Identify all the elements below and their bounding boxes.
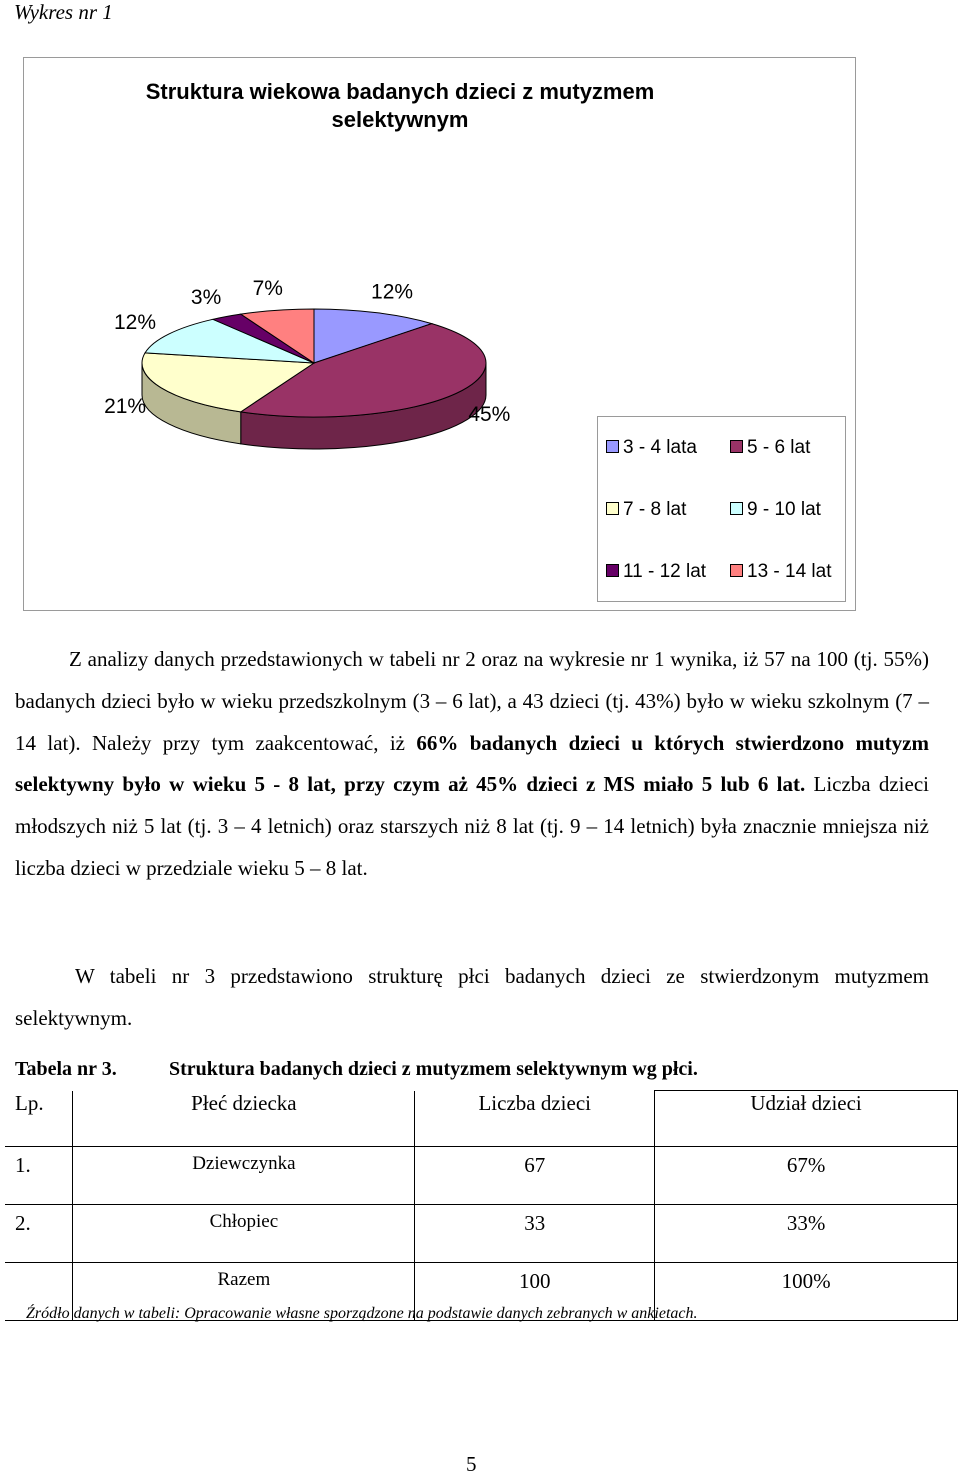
cell-lp: 2. [5, 1205, 73, 1263]
pie-label-7-8lat: 21% [104, 394, 147, 418]
table-source-note: Źródło danych w tabeli: Opracowanie własne sporządzone na podstawie danych zebranych w ankietach. [26, 1305, 698, 1322]
cell-share: 33% [655, 1205, 958, 1263]
header-count: Liczba dzieci [415, 1091, 655, 1147]
cell-count: 67 [415, 1147, 655, 1205]
table-header-row [5, 1091, 958, 1147]
legend-item-7-8: 7 - 8 lat [606, 499, 686, 521]
cell-count: 100 [415, 1263, 655, 1321]
chart-legend [597, 416, 846, 602]
table-row [5, 1147, 958, 1205]
cell-count: 33 [415, 1205, 655, 1263]
pie-label-13-14lat: 7% [252, 276, 283, 300]
table-label: Tabela nr 3. [15, 1058, 117, 1080]
legend-swatch [606, 440, 619, 453]
cell-total-label: Razem [73, 1263, 415, 1321]
figure-label: Wykres nr 1 [14, 0, 113, 24]
pie-label-5-6lat: 45% [468, 403, 511, 427]
table-title: Struktura badanych dzieci z mutyzmem selektywnym wg płci. [169, 1058, 698, 1080]
cell-gender: Chłopiec [73, 1205, 415, 1263]
legend-item-11-12: 11 - 12 lat [606, 561, 706, 583]
table-row [5, 1205, 958, 1263]
legend-item-5-6: 5 - 6 lat [730, 437, 810, 459]
legend-swatch [606, 502, 619, 515]
paragraph-table-intro: W tabeli nr 3 przedstawiono strukturę płci badanych dzieci ze stwierdzonym mutyzmem selektywnym. [15, 964, 929, 1030]
legend-swatch [730, 440, 743, 453]
chart-title-line-1: Struktura wiekowa badanych dzieci z mutyzmem [145, 79, 655, 104]
cell-lp: 1. [5, 1147, 73, 1205]
gender-table [5, 1090, 958, 1321]
legend-swatch [730, 502, 743, 515]
paragraph-bold-emphasis: 66% badanych dzieci u których stwierdzono mutyzm selektywny było w wieku 5 - 8 lat, przy czym aż 45% dzieci z MS miało 5 lub 6 lat. [15, 730, 929, 797]
header-share: Udział dzieci [655, 1091, 958, 1147]
pie-label-3-4lata: 12% [371, 280, 414, 304]
legend-swatch [730, 564, 743, 577]
paragraph-analysis: Z analizy danych przedstawionych w tabeli nr 2 oraz na wykresie nr 1 wynika, iż 57 na 100 (tj. 55%) badanych dzieci było w wieku przedszkolnym (3 – 6 lat), a 43 dzieci (tj. 43%) było w wieku szkolnym (7 – 14 lat). Należy przy tym zaakcentować, iż 66% badanych dzieci u których stwierdzono mutyzm selektywny było w wieku 5 - 8 lat, przy czym aż 45% dzieci z MS miało 5 lub 6 lat. Liczba dzieci młodszych niż 5 lat (tj. 3 – 4 letnich) oraz starszych niż 8 lat (tj. 9 – 14 letnich) była znacznie mniejsza niż liczba dzieci w przedziale wieku 5 – 8 lat. [15, 647, 929, 880]
header-lp: Lp. [5, 1091, 73, 1147]
legend-item-3-4: 3 - 4 lata [606, 437, 697, 459]
table-caption [15, 1058, 698, 1081]
legend-item-9-10: 9 - 10 lat [730, 499, 821, 521]
cell-share: 100% [655, 1263, 958, 1321]
legend-item-13-14: 13 - 14 lat [730, 561, 832, 583]
cell-gender: Dziewczynka [73, 1147, 415, 1205]
pie-label-11-12lat: 3% [190, 285, 222, 309]
chart-title-line-2: selektywnym [331, 107, 469, 132]
cell-share: 67% [655, 1147, 958, 1205]
page-number: 5 [466, 1452, 477, 1476]
pie-label-9-10lat: 12% [113, 311, 157, 335]
header-gender: Płeć dziecka [73, 1091, 415, 1147]
legend-swatch [606, 564, 619, 577]
